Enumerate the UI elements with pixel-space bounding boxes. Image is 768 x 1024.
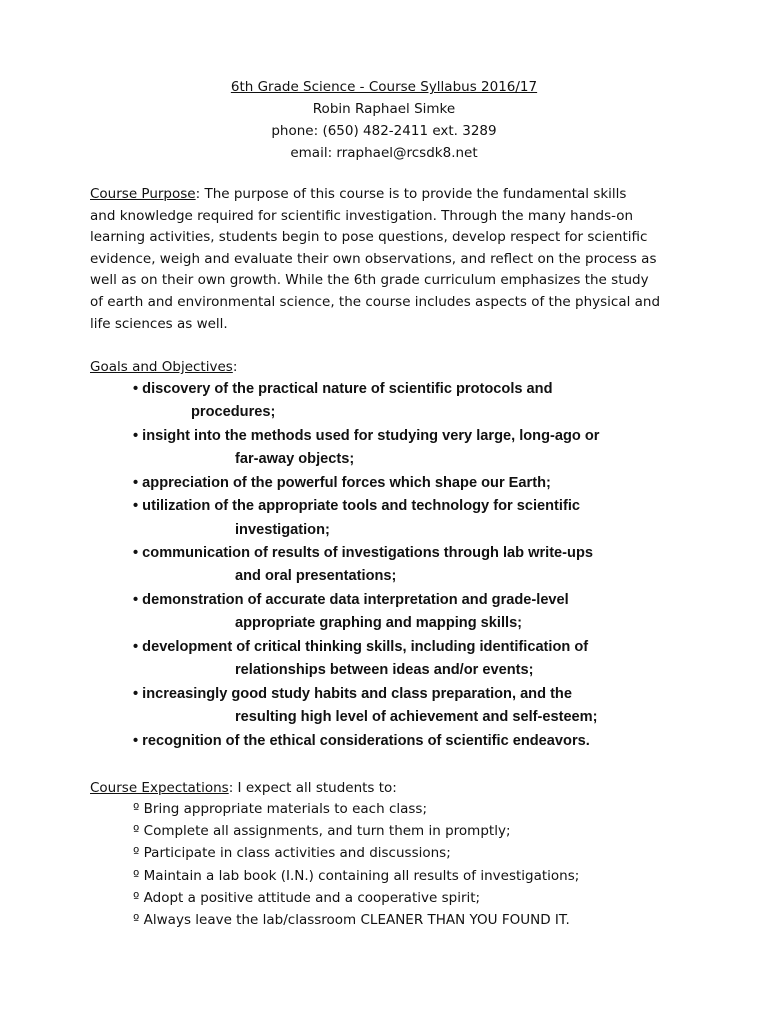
purpose-line-3: learning activities, students begin to pose questions, develop respect for scientific [90,229,648,246]
purpose-line-4: evidence, weigh and evaluate their own observations, and reflect on the process as [90,250,657,267]
purpose-line-1-text: : The purpose of this course is to provide the fundamental skills [195,186,627,202]
goal-item [133,683,693,730]
purpose-line-2: and knowledge required for scientific investigation. Through the many hands-on [90,207,634,224]
goal-item [133,378,693,425]
goal-item-text: • communication of results of investigations through lab write-ups [133,545,593,562]
goal-item [133,495,693,542]
goals-list [133,378,693,753]
goal-item-continuation: resulting high level of achievement and self-esteem; [235,709,598,726]
course-purpose-heading: Course Purpose [90,186,196,202]
goal-item-text: • development of critical thinking skills, including identification of [133,638,589,655]
goal-item-text: • utilization of the appropriate tools and technology for scientific [133,498,580,515]
purpose-line-7: life sciences as well. [90,315,228,332]
expectations-list [133,798,579,931]
goal-item-continuation: relationships between ideas and/or events; [235,662,534,679]
goals-heading-colon: : [232,359,238,375]
course-expectations-heading: Course Expectations [90,780,229,796]
teacher-name: Robin Raphael Simke [312,101,456,117]
goal-item-text: • demonstration of accurate data interpretation and grade-level [133,591,569,608]
expectation-item: º Complete all assignments, and turn them in promptly; [133,823,511,840]
goal-item [133,425,693,472]
goals-heading-line [90,356,237,378]
purpose-line-6: of earth and environmental science, the course includes aspects of the physical and [90,293,661,310]
expectations-heading-line [90,777,397,799]
goal-item-text: • increasingly good study habits and class preparation, and the [133,685,572,702]
goal-item-text: • appreciation of the powerful forces which shape our Earth; [133,474,551,491]
goal-item [133,636,693,683]
expectation-item: º Always leave the lab/classroom CLEANER THAN YOU FOUND IT. [133,912,570,929]
goal-item-continuation: and oral presentations; [235,568,397,585]
document-header [0,76,768,164]
goal-item-text: • insight into the methods used for studying very large, long-ago or [133,427,600,444]
purpose-line-1 [90,184,680,206]
goal-item-text: • recognition of the ethical considerations of scientific endeavors. [133,732,590,749]
goal-item [133,730,693,753]
goal-item-continuation: procedures; [191,404,276,421]
goal-item-continuation: appropriate graphing and mapping skills; [235,615,523,632]
goal-item [133,542,693,589]
expectation-item: º Bring appropriate materials to each class; [133,801,428,817]
goal-item-continuation: investigation; [235,521,330,538]
purpose-line-5: well as on their own growth. While the 6th grade curriculum emphasizes the study [90,272,649,289]
goal-item-continuation: far-away objects; [235,451,355,468]
teacher-email: email: rraphael@rcsdk8.net [290,145,478,161]
expectation-item: º Participate in class activities and discussions; [133,845,451,862]
course-purpose-section [90,184,680,335]
goal-item [133,589,693,636]
expectation-item: º Maintain a lab book (I.N.) containing all results of investigations; [133,867,580,884]
document-title: 6th Grade Science - Course Syllabus 2016/17 [230,79,538,95]
teacher-phone: phone: (650) 482-2411 ext. 3289 [271,123,497,139]
goals-objectives-heading: Goals and Objectives [90,359,233,375]
goal-item [133,472,693,495]
expectations-intro: : I expect all students to: [228,780,397,796]
expectation-item: º Adopt a positive attitude and a cooperative spirit; [133,889,481,906]
goal-item-text: • discovery of the practical nature of scientific protocols and [133,381,553,397]
